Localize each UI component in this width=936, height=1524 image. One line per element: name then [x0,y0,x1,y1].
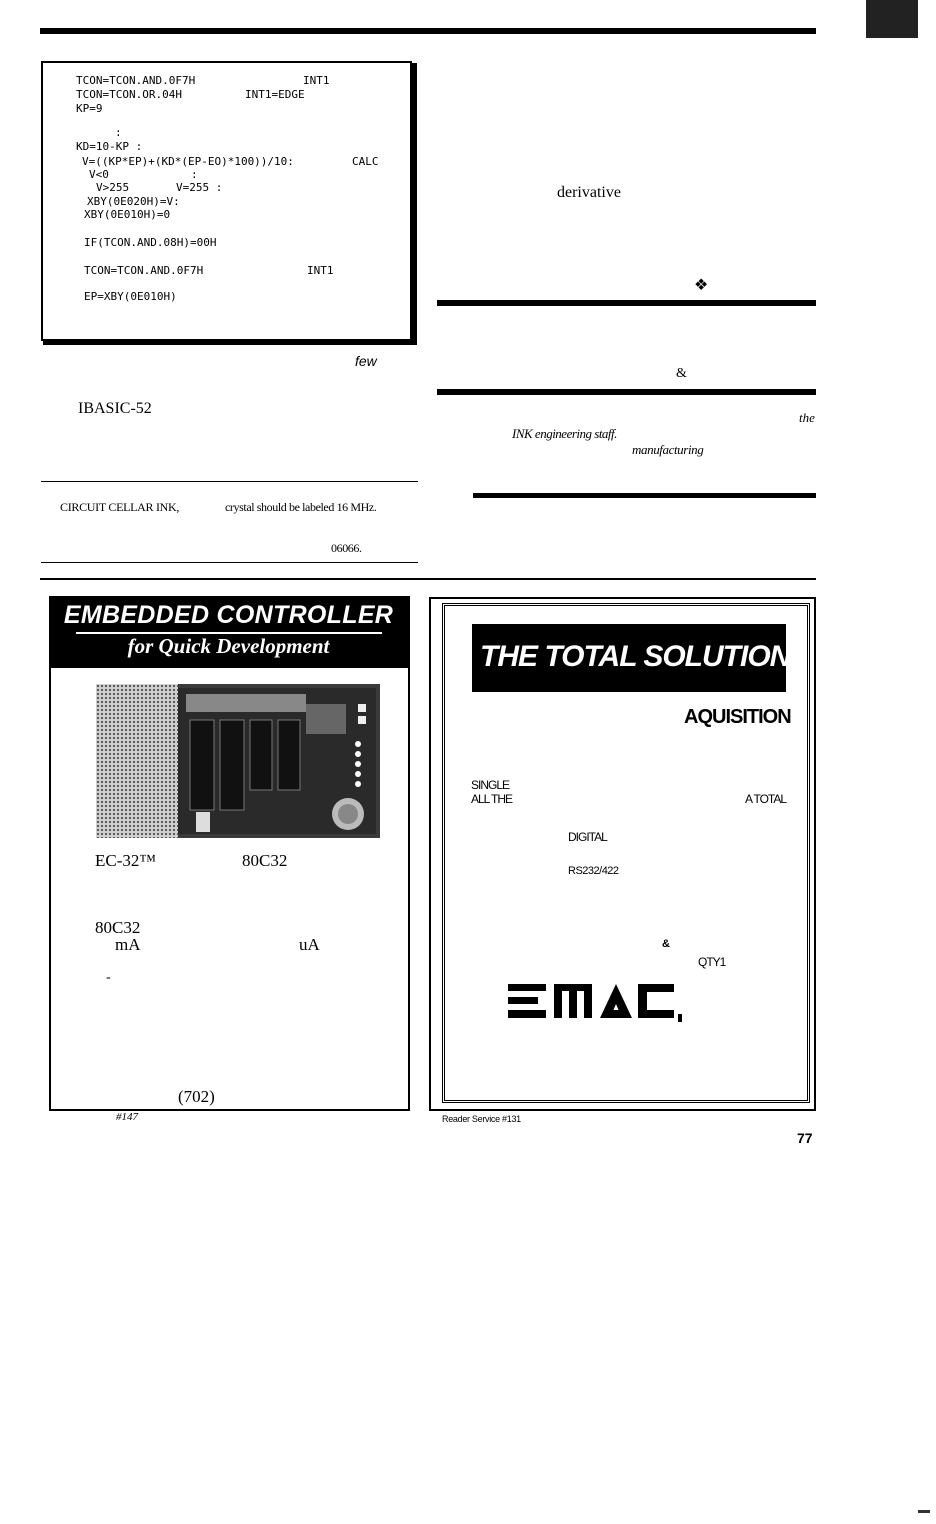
top-rule [40,28,816,34]
code-line: V<0 [89,168,109,181]
ad-banner [49,596,408,668]
code-line: TCON=TCON.OR.04H [76,88,182,101]
emac-ad-banner [472,624,791,692]
a-total-label: A TOTAL [745,792,787,806]
phone-area-code: (702) [178,1087,215,1106]
fragment-ink-staff: INK engineering staff. [512,426,617,441]
code-line: IF(TCON.AND.08H)=00H [84,236,217,249]
scan-artifact [918,1510,930,1513]
code-line: V=255 : [176,181,223,194]
code-comment: CALC [352,155,379,168]
fragment-few: few [355,353,377,369]
circuit-cellar-ink: CIRCUIT CELLAR INK, [60,500,180,514]
dash: - [106,970,111,985]
all-the-label: ALL THE [471,792,513,806]
digital-label: DIGITAL [568,830,607,844]
reader-service-131: Reader Service #131 [442,1114,521,1124]
chip-label-1: 80C32 [242,851,288,870]
code-line: V>255 [96,181,130,194]
code-line: KP=9 [76,102,103,115]
ec32-label: EC-32™ [95,851,157,870]
code-line: : [115,126,122,139]
reader-service-147: #147 [116,1111,138,1123]
left-rule-2 [41,562,418,563]
emac-logo [508,980,708,1030]
rs232-label: RS232/422 [568,865,619,877]
page-number: 77 [797,1130,813,1146]
code-line: XBY(0E010H)=0 [84,208,171,221]
code-comment: INT1 [303,74,330,87]
qty1-label: QTY1 [698,955,726,969]
aquisition-label: AQUISITION [684,706,791,728]
fragment-manufacturing: manufacturing [632,442,704,457]
code-comment: INT1 [307,264,334,277]
single-label: SINGLE [471,778,510,792]
code-line: : [191,168,198,181]
ampersand-label: & [662,938,670,950]
chip-label-2: 80C32 [95,918,141,937]
code-line: KD=10-KP : [76,140,143,153]
fragment-ibasic: IBASIC-52 [78,400,152,417]
ad-title: EMBEDDED CONTROLLER [63,601,394,629]
section-rule [40,578,816,580]
left-rule-1 [41,481,418,482]
code-line: EP=XBY(0E010H) [84,290,177,303]
current-ma: mA [115,935,141,954]
current-ua: uA [299,935,320,954]
end-of-article-mark: ❖ [694,277,709,294]
prototyping-area [96,684,178,838]
code-comment: INT1=EDGE [245,88,305,101]
code-line: TCON=TCON.AND.0F7H [76,74,196,87]
code-line: TCON=TCON.AND.0F7H [84,264,204,277]
crystal-note: crystal should be labeled 16 MHz. [225,500,377,514]
ad-subtitle: for Quick Development [127,634,330,658]
corner-mark [866,0,918,38]
code-line: V=((KP*EP)+(KD*(EP-EO)*100))/10: [82,155,294,168]
right-rule-1 [437,300,816,306]
zip-code: 06066. [331,541,362,555]
fragment-the: the [799,410,815,425]
right-rule-2 [437,389,816,395]
fragment-derivative: derivative [557,184,621,201]
code-line: XBY(0E020H)=V: [87,195,180,208]
right-rule-3 [473,493,816,498]
emac-ad-title: THE TOTAL SOLUTION [480,640,791,673]
fragment-ampersand: & [676,366,687,381]
